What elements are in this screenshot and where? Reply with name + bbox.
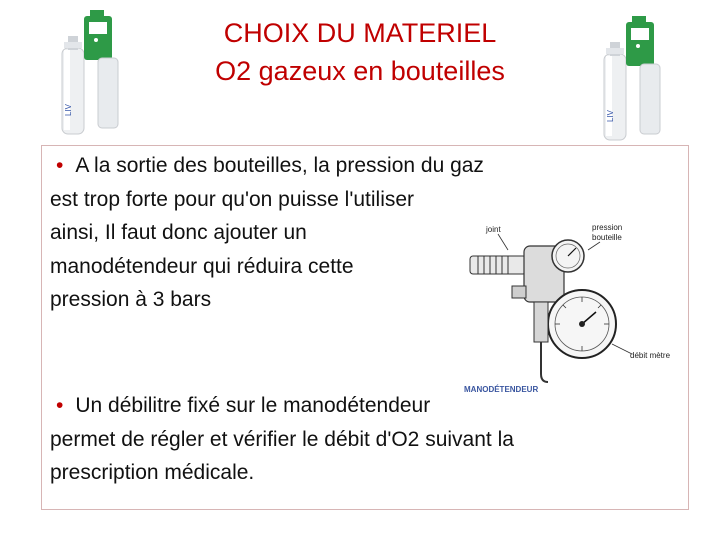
paragraph-1-line-5: pression à 3 bars bbox=[50, 288, 212, 311]
oxygen-bottle-icon bbox=[596, 14, 668, 142]
label-joint: joint bbox=[486, 225, 501, 234]
title-line-2: O2 gazeux en bouteilles bbox=[215, 56, 505, 86]
label-pression-2: bouteille bbox=[592, 233, 622, 242]
bottle-label-left: LIV bbox=[64, 103, 73, 116]
paragraph-2-line-2: permet de régler et vérifier le débit d'O2 suivant la bbox=[50, 427, 514, 451]
page-title bbox=[150, 14, 570, 90]
bullet-paragraph-2 bbox=[50, 389, 680, 490]
title-line-1: CHOIX DU MATERIEL bbox=[223, 18, 497, 48]
label-mano: MANODÉTENDEUR bbox=[464, 385, 539, 394]
paragraph-2-line-3: prescription médicale. bbox=[50, 461, 255, 484]
paragraph-1-line-1: A la sortie des bouteilles, la pression du gaz bbox=[75, 154, 484, 177]
paragraph-1-line-2: est trop forte pour qu'on puisse l'utiliser bbox=[50, 187, 415, 211]
bottle-label-right: LIV bbox=[606, 109, 615, 122]
label-debit: débit mètre bbox=[630, 351, 671, 360]
paragraph-2-line-1: Un débilitre fixé sur le manodétendeur bbox=[75, 394, 431, 417]
bullet-dot: • bbox=[56, 394, 64, 417]
bullet-paragraph-1 bbox=[50, 149, 610, 317]
bullet-dot: • bbox=[56, 154, 64, 177]
paragraph-1-line-4: manodétendeur qui réduira cette bbox=[50, 254, 354, 278]
oxygen-bottle-icon bbox=[54, 8, 126, 136]
paragraph-1-line-3: ainsi, Il faut donc ajouter un bbox=[50, 221, 307, 244]
label-pression-1: pression bbox=[592, 223, 623, 232]
